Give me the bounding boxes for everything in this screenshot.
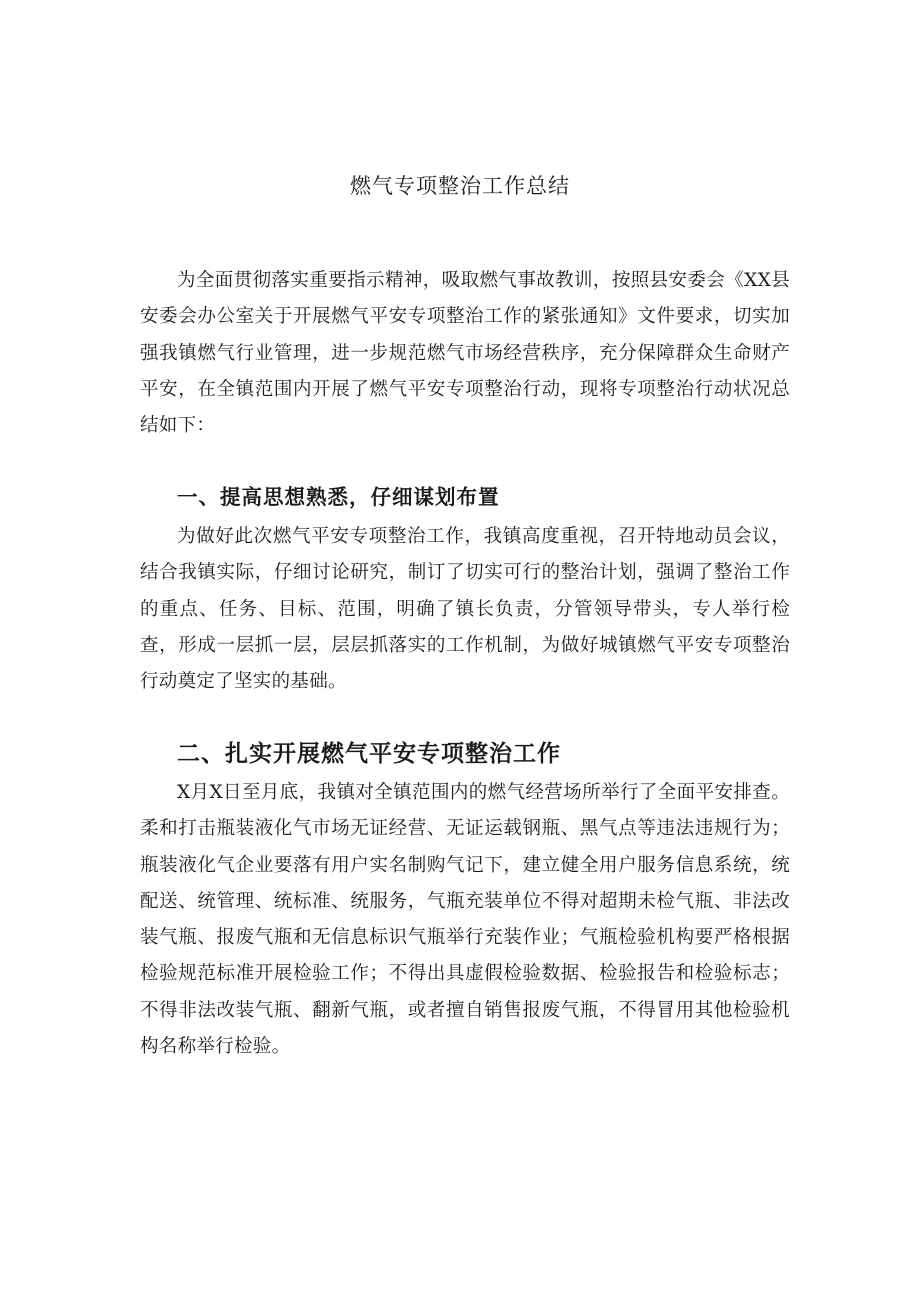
section-heading-2: 二、扎实开展燃气平安专项整治工作 bbox=[177, 741, 561, 767]
page-title: 燃气专项整治工作总结 bbox=[350, 174, 570, 198]
intro-paragraph: 为全面贯彻落实重要指示精神，吸取燃气事故教训，按照县安委会《XX县安委会办公室关于开展燃气平安专项整治工作的紧张通知》文件要求，切实加强我镇燃气行业管理，进一步规范燃气市场经营秩序，充分保障群众生命财产平安，在全镇范围内开展了燃气平安专项整治行动，现将专项整治行动状况总结如下： bbox=[140, 270, 790, 437]
section-paragraph-2: X月X日至月底，我镇对全镇范围内的燃气经营场所举行了全面平安排查。柔和打击瓶装液化气市场无证经营、无证运载钢瓶、黑气点等违法违规行为；瓶装液化气企业要落有用户实名制购气记下，建立健全用户服务信息系统，统配送、统管理、统标准、统服务，气瓶充装单位不得对超期未检气瓶、非法改装气瓶、报废气瓶和无信息标识气瓶举行充装作业；气瓶检验机构要严格根据检验规范标准开展检验工作；不得出具虚假检验数据、检验报告和检验标志；不得非法改装气瓶、翻新气瓶，或者擅自销售报废气瓶，不得冒用其他检验机构名称举行检验。 bbox=[140, 782, 790, 1058]
section-paragraph-1: 为做好此次燃气平安专项整治工作，我镇高度重视，召开特地动员会议，结合我镇实际，仔细讨论研究，制订了切实可行的整治计划，强调了整治工作的重点、任务、目标、范围，明确了镇长负责，分管领导带头，专人举行检查，形成一层抓一层，层层抓落实的工作机制，为做好城镇燃气平安专项整治行动奠定了坚实的基础。 bbox=[140, 526, 790, 693]
section-heading-1: 一、提高思想熟悉，仔细谋划布置 bbox=[177, 485, 500, 509]
